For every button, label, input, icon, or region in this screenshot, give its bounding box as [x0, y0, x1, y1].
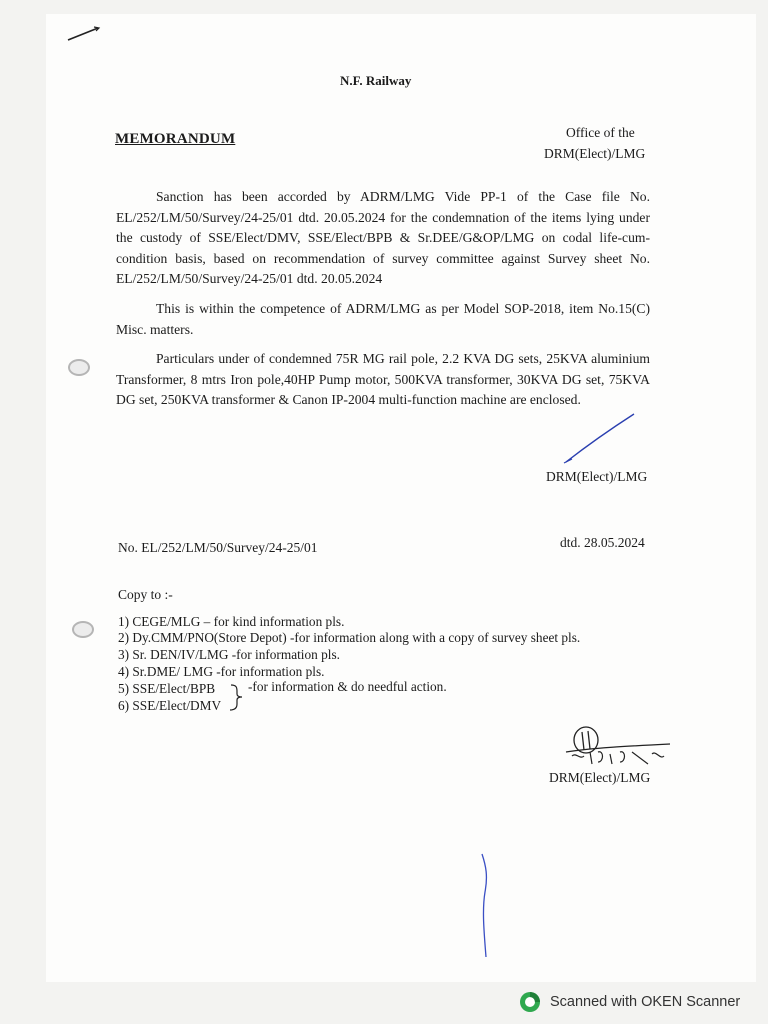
org-heading: N.F. Railway [340, 73, 412, 88]
handwritten-signature [560, 722, 680, 772]
punch-hole-bottom [72, 621, 94, 638]
scanner-footer [518, 990, 740, 1014]
signature-stroke [562, 410, 638, 466]
copy-to-label: Copy to :- [118, 587, 173, 602]
copy-item-2: 2) Dy.CMM/PNO(Store Depot) -for information along with a copy of survey sheet pls. [118, 630, 581, 645]
paragraph-sanction [116, 187, 650, 290]
punch-hole-top [68, 359, 90, 376]
paragraph-particulars-text: Particulars under of condemned 75R MG rail pole, 2.2 KVA DG sets, 25KVA aluminium Transformer, 8 mtrs Iron pole,40HP Pump motor, 500KVA transformer, 30KVA DG set, 75KVA DG set, 250KVA transformer & Canon IP-2004 multi-function machine are enclosed. [116, 351, 650, 407]
copy-item-6: 6) SSE/Elect/DMV [118, 698, 222, 713]
paragraph-competence [116, 299, 650, 340]
office-line-2: DRM(Elect)/LMG [544, 146, 646, 161]
copy-item-3: 3) Sr. DEN/IV/LMG -for information pls. [118, 647, 340, 662]
copy-grouped-note: -for information & do needful action. [248, 679, 447, 694]
copy-item-5: 5) SSE/Elect/BPB [118, 681, 216, 696]
pen-stroke-blue [474, 852, 494, 962]
memorandum-title: MEMORANDUM [115, 131, 236, 147]
oken-scanner-logo-icon [518, 990, 544, 1014]
office-line-1: Office of the [566, 125, 635, 140]
document-page [46, 14, 756, 982]
paragraph-competence-text: This is within the competence of ADRM/LMG as per Model SOP-2018, item No.15(C) Misc. matters. [116, 301, 650, 337]
paragraph-particulars [116, 349, 650, 411]
reference-date: dtd. 28.05.2024 [560, 535, 645, 550]
grouping-brace [228, 682, 246, 712]
paragraph-sanction-text: Sanction has been accorded by ADRM/LMG Vide PP-1 of the Case file No. EL/252/LM/50/Survey/24-25/01 dtd. 20.05.2024 for the condemnation of the items lying under the custody of SSE/Elect/DMV, SSE/Elect/BPB & Sr.DEE/G&OP/LMG on codal life-cum-condition basis, based on recommendation of survey committee against Survey sheet No. EL/252/LM/50/Survey/24-25/01 dtd. 20.05.2024 [116, 189, 650, 286]
signature-designation-1: DRM(Elect)/LMG [546, 469, 648, 484]
copy-item-4: 4) Sr.DME/ LMG -for information pls. [118, 664, 325, 679]
signature-designation-2: DRM(Elect)/LMG [549, 770, 651, 785]
reference-number: No. EL/252/LM/50/Survey/24-25/01 [118, 540, 318, 555]
scanner-footer-text: Scanned with OKEN Scanner [550, 994, 741, 1010]
pen-mark [66, 24, 102, 44]
copy-item-1: 1) CEGE/MLG – for kind information pls. [118, 614, 345, 629]
